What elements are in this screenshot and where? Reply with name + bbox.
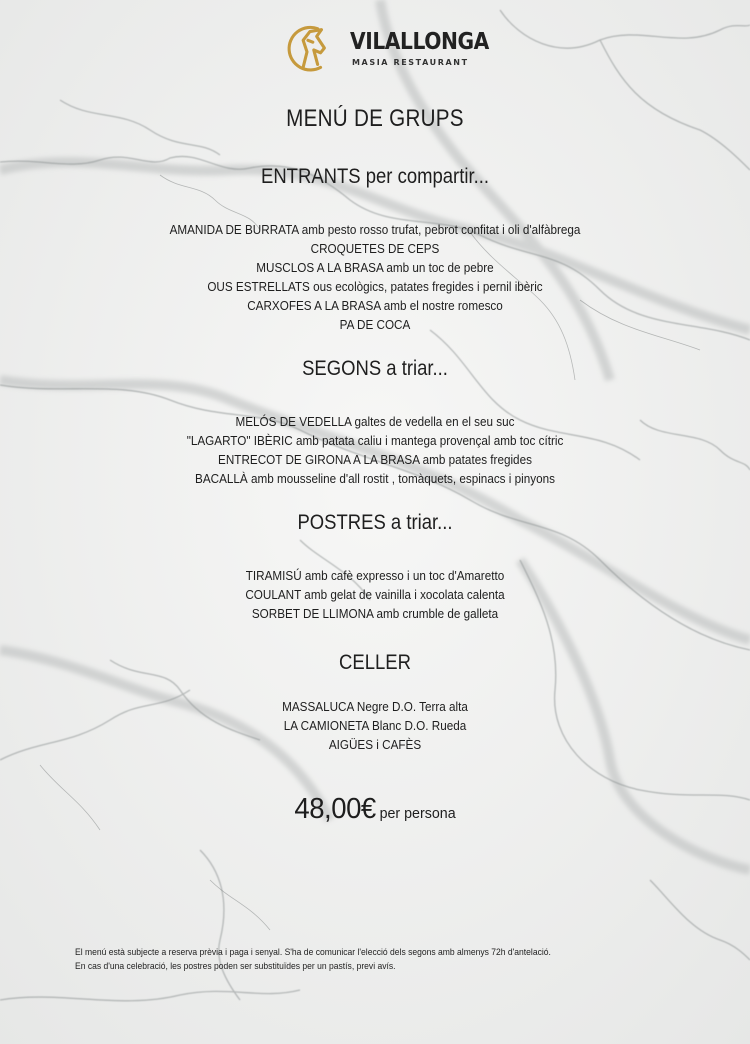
price-row xyxy=(19,793,732,826)
menu-item xyxy=(38,412,713,431)
menu-item xyxy=(38,315,713,334)
item-desc: amb crumble de galleta xyxy=(373,606,499,621)
menu-item xyxy=(38,585,713,604)
menu-item xyxy=(38,431,713,450)
item-name: OUS ESTRELLATS xyxy=(207,279,310,294)
brand-name: VILALLONGA xyxy=(350,29,489,55)
item-name: "LAGARTO" IBÈRIC xyxy=(186,433,293,448)
restaurant-logo xyxy=(276,17,489,81)
horse-head-icon xyxy=(278,19,336,77)
item-desc: amb pesto rosso trufat, pebrot confitat i oli d'alfàbrega xyxy=(298,222,581,237)
menu-item xyxy=(38,258,713,277)
item-desc: amb cafè expresso i un toc d'Amaretto xyxy=(301,568,505,583)
item-desc: amb patates fregides xyxy=(419,452,532,467)
price-suffix: per persona xyxy=(379,805,456,822)
section-title-celler: CELLER xyxy=(339,651,411,674)
section-title-entrants: ENTRANTS per compartir... xyxy=(261,165,489,188)
menu-item xyxy=(38,220,713,239)
item-name: AMANIDA DE BURRATA xyxy=(169,222,299,237)
item-name: CROQUETES DE CEPS xyxy=(310,241,440,256)
section-items-entrants xyxy=(38,220,713,334)
item-desc: amb mousseline d'all rostit , tomàquets, espinacs i pinyons xyxy=(247,471,555,486)
menu-item xyxy=(38,239,713,258)
footnote xyxy=(75,946,615,974)
menu-item xyxy=(38,697,713,716)
item-desc: ous ecològics, patates fregides i pernil ibèric xyxy=(309,279,543,294)
menu-item xyxy=(38,277,713,296)
item-desc: amb el nostre romesco xyxy=(380,298,503,313)
item-desc: amb un toc de pebre xyxy=(383,260,494,275)
section-items-postres xyxy=(38,566,713,623)
item-name: LA CAMIONETA xyxy=(283,718,369,733)
footnote-line: En cas d'una celebració, les postres poden ser substituïdes per un pastís, previ avís. xyxy=(75,961,396,972)
item-name: PA DE COCA xyxy=(339,317,411,332)
brand-subtitle: MASIA RESTAURANT xyxy=(352,58,469,67)
footnote-line: El menú està subjecte a reserva prèvia i paga i senyal. S'ha de comunicar l'elecció dels segons amb almenys 72h d'antelació. xyxy=(75,947,551,958)
section-items-celler xyxy=(38,697,713,754)
section-items-segons xyxy=(38,412,713,488)
item-name: MASSALUCA xyxy=(282,699,354,714)
item-name: SORBET DE LLIMONA xyxy=(251,606,374,621)
item-desc: amb gelat de vainilla i xocolata calenta xyxy=(301,587,505,602)
menu-item xyxy=(38,735,713,754)
item-desc: galtes de vedella en el seu suc xyxy=(351,414,515,429)
price-amount: 48,00€ xyxy=(294,793,376,825)
section-title-postres: POSTRES a triar... xyxy=(297,511,453,534)
menu-item xyxy=(38,450,713,469)
menu-item xyxy=(38,716,713,735)
item-desc: Blanc D.O. Rueda xyxy=(368,718,467,733)
menu-title: MENÚ DE GRUPS xyxy=(286,105,464,132)
section-title-segons: SEGONS a triar... xyxy=(302,357,448,380)
item-name: TIRAMISÚ xyxy=(245,568,302,583)
item-name: COULANT xyxy=(245,587,302,602)
menu-item xyxy=(38,296,713,315)
menu-item xyxy=(38,469,713,488)
menu-item xyxy=(38,604,713,623)
item-name: MUSCLOS A LA BRASA xyxy=(256,260,384,275)
item-name: CARXOFES A LA BRASA xyxy=(247,298,381,313)
item-desc: amb patata caliu i mantega provençal amb toc cítric xyxy=(292,433,564,448)
menu-item xyxy=(38,566,713,585)
item-name: AIGÜES i CAFÈS xyxy=(328,737,422,752)
item-desc: Negre D.O. Terra alta xyxy=(353,699,468,714)
item-name: MELÓS DE VEDELLA xyxy=(235,414,352,429)
item-name: ENTRECOT DE GIRONA A LA BRASA xyxy=(218,452,420,467)
item-name: BACALLÀ xyxy=(195,471,248,486)
